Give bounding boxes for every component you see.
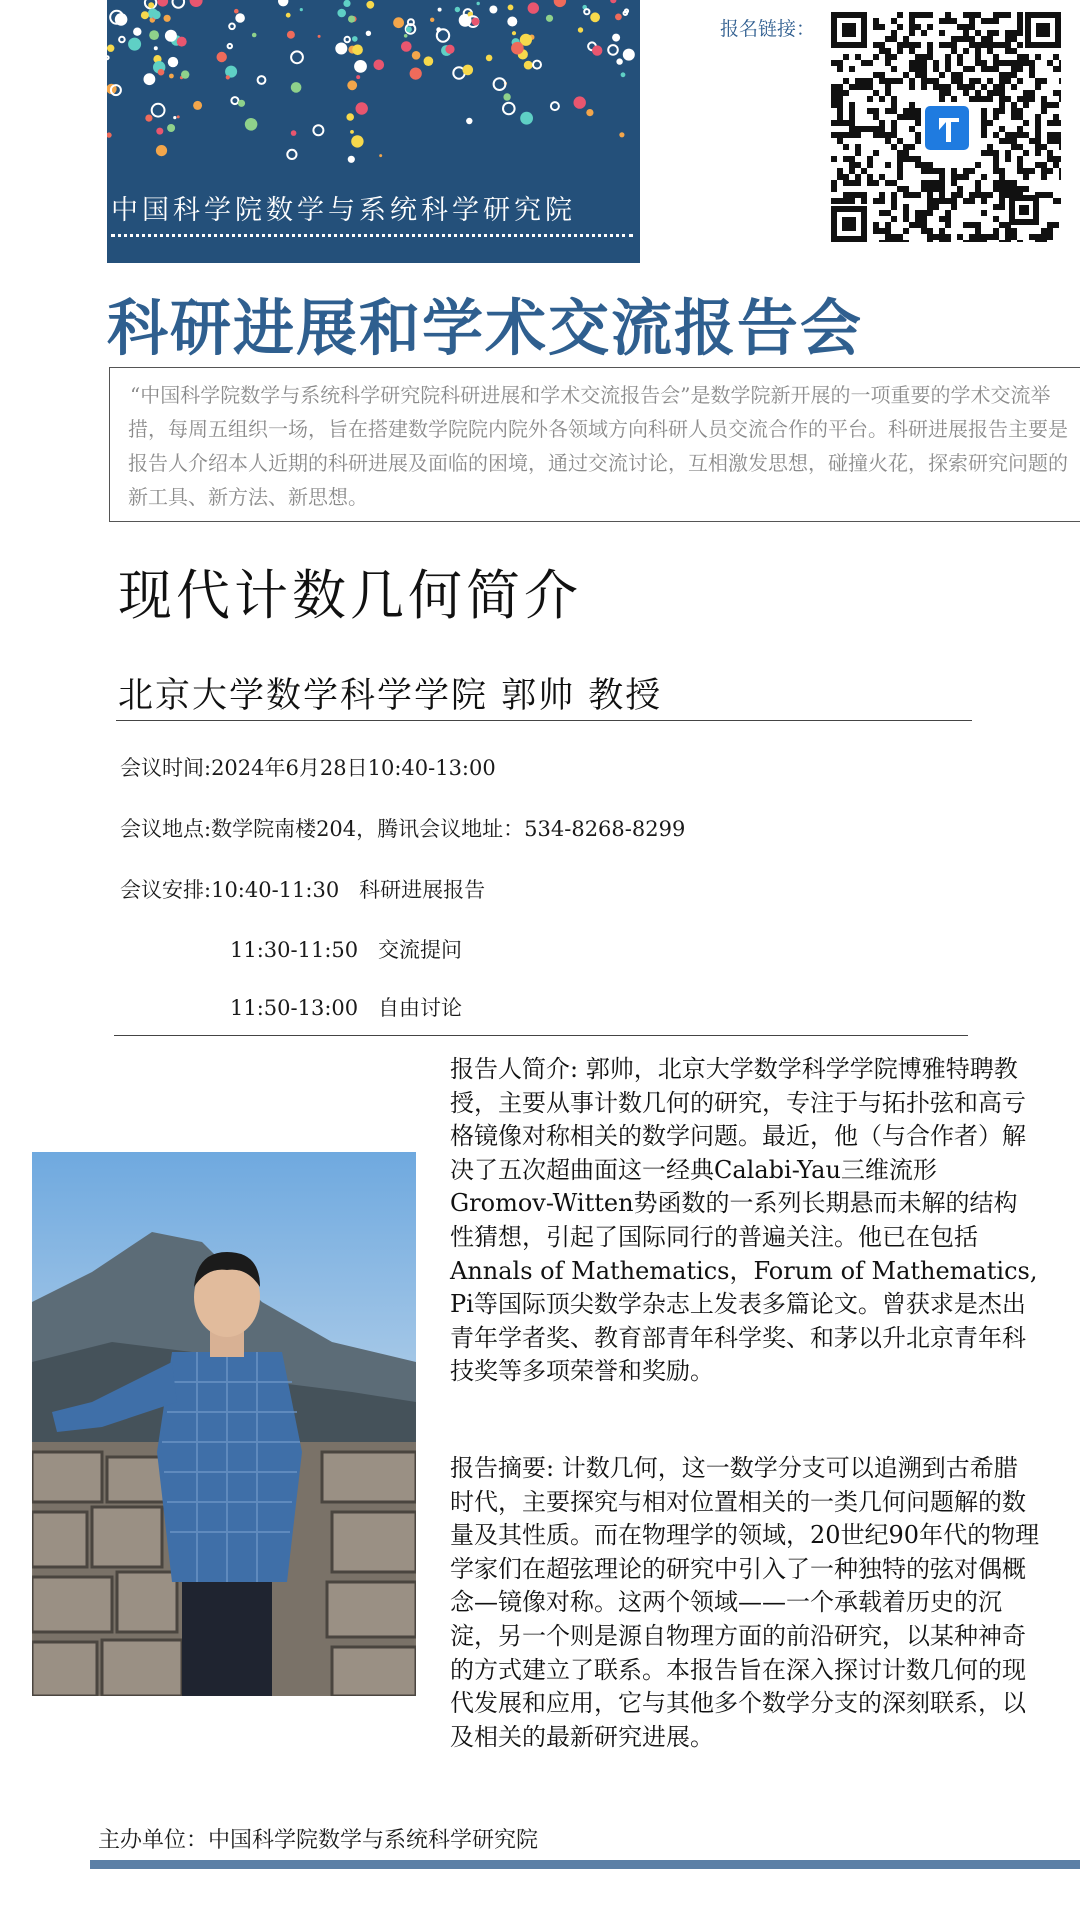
banner-institute-name: 中国科学院数学与系统科学研究院 [111, 195, 576, 226]
speaker-bio: 报告人简介: 郭帅，北京大学数学科学学院博雅特聘教授，主要从事计数几何的研究，专注于与拓扑弦和高亏格镜像对称相关的数学问题。最近，他（与合作者）解决了五次超曲面这一经典Calabi-Yau三维流形Gromov-Witten势函数的一系列长期悬而未解的结构性猜想，引起了国际同行的普遍关注。他已在包括Annals of Mathematics，Forum of Mathematics, Pi等国际顶尖数学杂志上发表多篇论文。曾获求是杰出青年学者奖、教育部青年科学奖、和茅以升北京青年科技奖等多项荣誉和奖励。 [450, 1055, 1038, 1386]
meeting-place: 会议地点:数学院南楼204，腾讯会议地址：534-8268-8299 [120, 817, 686, 841]
banner-dotted-line [111, 234, 633, 237]
meeting-time: 会议时间:2024年6月28日10:40-13:00 [120, 756, 496, 780]
meeting-schedule-row [230, 934, 462, 964]
talk-title: 现代计数几何简介 [118, 564, 582, 627]
speaker-photo [32, 1152, 416, 1696]
meeting-schedule-row [120, 874, 485, 904]
schedule-item: 自由讨论 [378, 996, 462, 1020]
footer-bar [90, 1860, 1080, 1869]
register-link-label: 报名链接： [720, 18, 816, 40]
schedule-label: 会议安排: [120, 878, 212, 902]
main-title: 科研进展和学术交流报告会 [107, 293, 864, 364]
divider [116, 720, 972, 721]
divider [114, 1035, 968, 1036]
intro-paragraph: “中国科学院数学与系统科学研究院科研进展和学术交流报告会”是数学院新开展的一项重要的学术交流举措，每周五组织一场，旨在搭建数学院院内院外各领域方向科研人员交流合作的平台。科研进展报告主要是报告人介绍本人近期的科研进展及面临的困境，通过交流讨论，互相激发思想，碰撞火花，探索研究问题的新工具、新方法、新思想。 [128, 383, 1068, 509]
schedule-item: 交流提问 [378, 938, 462, 962]
organizer-line: 主办单位：中国科学院数学与系统科学研究院 [98, 1828, 539, 1853]
meeting-schedule-row [230, 992, 462, 1022]
schedule-time: 11:50-13:00 [230, 996, 359, 1020]
speaker-name: 北京大学数学科学学院 郭帅 教授 [118, 676, 663, 716]
intro-box [109, 367, 1080, 522]
schedule-time: 10:40-11:30 [211, 878, 340, 902]
schedule-item: 科研进展报告 [359, 878, 486, 902]
schedule-time: 11:30-11:50 [230, 938, 359, 962]
qr-code-icon[interactable] [831, 12, 1061, 242]
talk-abstract: 报告摘要: 计数几何，这一数学分支可以追溯到古希腊时代，主要探究与相对位置相关的一类几何问题解的数量及其性质。而在物理学的领域，20世纪90年代的物理学家们在超弦理论的研究中引入了一种独特的弦对偶概念—镜像对称。这两个领域——一个承载着历史的沉淀，另一个则是源自物理方面的前沿研究，以某种神奇的方式建立了联系。本报告旨在深入探讨计数几何的现代发展和应用，它与其他多个数学分支的深刻联系，以及相关的最新研究进展。 [450, 1454, 1040, 1751]
header-banner [107, 0, 640, 263]
